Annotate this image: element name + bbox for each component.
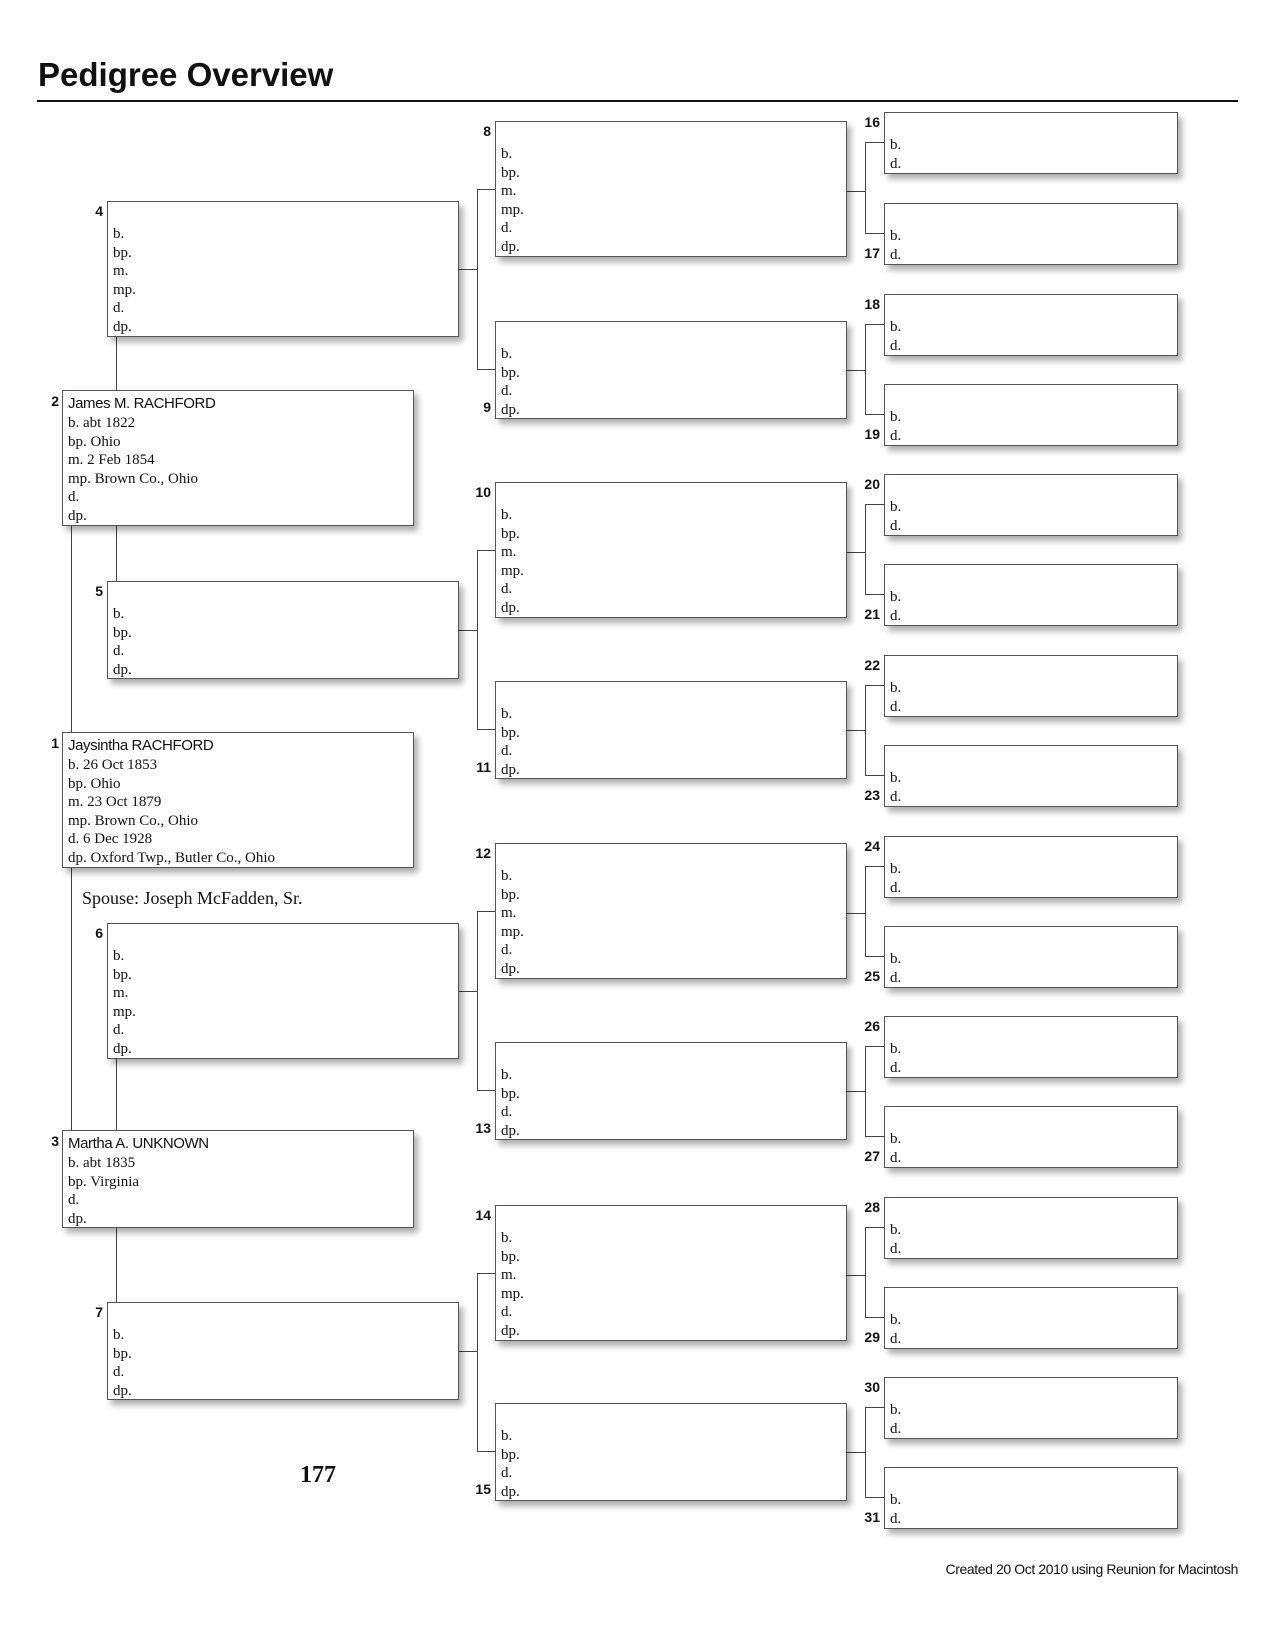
person-field: d. [890, 1330, 902, 1347]
person-field: b. [890, 137, 902, 153]
person-field: b. 26 Oct 1853 [68, 757, 158, 773]
person-box-9 [495, 321, 847, 419]
connector-line [865, 685, 866, 775]
person-field: d. [890, 1420, 902, 1437]
person-field: b. [890, 589, 902, 605]
connector-line [116, 1059, 117, 1130]
person-number: 5 [95, 583, 103, 599]
connector-line [847, 552, 865, 553]
person-box-16 [884, 112, 1178, 174]
connector-line [865, 594, 884, 595]
connector-line [865, 1407, 866, 1497]
person-field: bp. Ohio [68, 433, 121, 450]
person-field: b. abt 1822 [68, 415, 136, 431]
spouse-note: Spouse: Joseph McFadden, Sr. [82, 888, 303, 908]
person-field: b. [890, 409, 902, 425]
person-field: mp. [501, 1285, 524, 1302]
person-field: bp. [113, 1345, 132, 1362]
person-field: d. [113, 643, 125, 660]
connector-line [865, 866, 866, 956]
person-number: 7 [95, 1304, 103, 1320]
person-box-11 [495, 681, 847, 779]
person-field: d. [113, 1364, 125, 1381]
person-field: mp. [501, 562, 524, 579]
person-field: dp. [501, 761, 520, 778]
person-number: 1 [51, 735, 59, 751]
person-field: d. [113, 1022, 125, 1039]
connector-line [865, 414, 884, 415]
connector-line [865, 775, 884, 776]
person-field: d. [890, 879, 902, 896]
connector-line [477, 729, 495, 730]
person-box-10 [495, 482, 847, 618]
person-field: dp. [501, 960, 520, 977]
person-field: m. [501, 1267, 517, 1284]
person-field: d. [890, 1149, 902, 1166]
connector-line [459, 269, 477, 270]
person-field: bp. [501, 724, 520, 741]
connector-line [477, 1451, 495, 1452]
person-field: b. [890, 1041, 902, 1057]
page-title: Pedigree Overview [38, 56, 334, 93]
connector-line [477, 369, 495, 370]
person-number: 8 [483, 123, 491, 139]
person-number: 6 [95, 925, 103, 941]
person-box-23 [884, 745, 1178, 807]
person-field: b. [890, 1492, 902, 1508]
person-box-4 [107, 201, 459, 337]
person-box-28 [884, 1197, 1178, 1259]
person-field: b. [890, 680, 902, 696]
person-field: mp. [113, 1003, 136, 1020]
person-field: b. [113, 948, 125, 964]
person-field: mp. [501, 201, 524, 218]
connector-line [865, 1497, 884, 1498]
person-box-30 [884, 1377, 1178, 1439]
person-field: b. [113, 606, 125, 622]
person-number: 17 [864, 245, 880, 261]
connector-line [865, 142, 866, 233]
person-number: 22 [864, 657, 880, 673]
connector-line [865, 233, 884, 234]
connector-line [865, 866, 884, 867]
connector-line [865, 1046, 866, 1136]
person-field: b. [890, 228, 902, 244]
person-field: d. [501, 743, 513, 760]
person-box-24 [884, 836, 1178, 898]
connector-line [116, 1228, 117, 1302]
person-field: bp. Ohio [68, 775, 121, 792]
person-field: b. [501, 1428, 513, 1444]
connector-line [847, 370, 865, 371]
person-field: m. 2 Feb 1854 [68, 452, 155, 469]
person-field: m. 23 Oct 1879 [68, 794, 162, 811]
person-field: dp. [501, 401, 520, 418]
person-box-1 [62, 732, 414, 868]
connector-line [477, 189, 478, 369]
person-field: b. [501, 146, 513, 162]
person-field: bp. Virginia [68, 1173, 140, 1190]
person-field: dp. [113, 1382, 132, 1399]
person-box-6 [107, 923, 459, 1059]
person-number: 29 [864, 1329, 880, 1345]
person-number: 25 [864, 968, 880, 984]
connector-line [477, 189, 495, 190]
connector-line [847, 1275, 865, 1276]
person-number: 14 [475, 1207, 491, 1223]
person-field: d. [890, 427, 902, 444]
person-number: 24 [864, 838, 880, 854]
person-field: dp. [501, 1322, 520, 1339]
person-field: bp. [501, 164, 520, 181]
person-field: dp. [501, 599, 520, 616]
person-name: Jaysintha RACHFORD [68, 737, 214, 754]
person-field: m. [113, 985, 129, 1002]
person-number: 20 [864, 476, 880, 492]
connector-line [865, 1227, 884, 1228]
person-number: 16 [864, 114, 880, 130]
person-box-20 [884, 474, 1178, 536]
person-field: m. [113, 263, 129, 280]
person-number: 30 [864, 1379, 880, 1395]
person-field: d. [890, 607, 902, 624]
person-field: m. [501, 544, 517, 561]
person-field: b. [113, 226, 125, 242]
person-field: d. [890, 1059, 902, 1076]
person-field: mp. Brown Co., Ohio [68, 470, 199, 487]
connector-line [847, 730, 865, 731]
connector-line [847, 191, 865, 192]
person-field: d. [501, 220, 513, 237]
person-number: 12 [475, 845, 491, 861]
person-number: 23 [864, 787, 880, 803]
connector-line [865, 142, 884, 143]
connector-line [865, 1407, 884, 1408]
person-field: d. [501, 942, 513, 959]
person-field: d. [890, 698, 902, 715]
person-number: 27 [864, 1148, 880, 1164]
person-field: bp. [113, 624, 132, 641]
person-field: dp. [501, 1483, 520, 1500]
person-field: d. [501, 1304, 513, 1321]
person-field: b. [890, 319, 902, 335]
person-box-8 [495, 121, 847, 257]
person-box-29 [884, 1287, 1178, 1349]
person-field: d. [501, 383, 513, 400]
person-field: mp. [113, 281, 136, 298]
person-field: bp. [113, 966, 132, 983]
person-box-15 [495, 1403, 847, 1501]
person-number: 3 [51, 1133, 59, 1149]
person-field: m. [501, 905, 517, 922]
person-field: bp. [501, 1085, 520, 1102]
person-box-18 [884, 294, 1178, 356]
connector-line [477, 550, 495, 551]
connector-line [477, 911, 478, 1090]
connector-line [865, 504, 866, 594]
person-field: d. [68, 489, 80, 506]
person-field: mp. [501, 923, 524, 940]
page-number: 177 [300, 1462, 336, 1488]
person-number: 28 [864, 1199, 880, 1215]
person-box-31 [884, 1467, 1178, 1529]
person-name: Martha A. UNKNOWN [68, 1135, 209, 1152]
person-field: dp. [501, 1122, 520, 1139]
person-box-25 [884, 926, 1178, 988]
person-field: b. [501, 346, 513, 362]
person-box-17 [884, 203, 1178, 265]
connector-line [847, 913, 865, 914]
person-field: b. [501, 1230, 513, 1246]
person-field: d. [890, 246, 902, 263]
person-number: 4 [95, 203, 103, 219]
connector-line [459, 991, 477, 992]
person-field: bp. [501, 886, 520, 903]
connector-line [477, 911, 495, 912]
person-field: bp. [113, 244, 132, 261]
connector-line [865, 1227, 866, 1317]
connector-line [865, 324, 884, 325]
person-box-7 [107, 1302, 459, 1400]
person-field: b. [501, 507, 513, 523]
person-field: dp. [68, 1210, 87, 1227]
connector-line [865, 956, 884, 957]
person-field: b. [890, 1312, 902, 1328]
person-field: b. [501, 868, 513, 884]
connector-line [477, 550, 478, 729]
person-number: 31 [864, 1509, 880, 1525]
person-field: dp. [113, 661, 132, 678]
person-box-26 [884, 1016, 1178, 1078]
person-field: d. [890, 155, 902, 172]
person-box-22 [884, 655, 1178, 717]
connector-line [477, 1090, 495, 1091]
person-field: b. [890, 1402, 902, 1418]
person-field: b. [890, 770, 902, 786]
connector-line [459, 630, 477, 631]
connector-line [865, 324, 866, 414]
person-field: mp. Brown Co., Ohio [68, 812, 199, 829]
connector-line [116, 526, 117, 581]
connector-line [865, 1046, 884, 1047]
person-field: bp. [501, 364, 520, 381]
person-number: 21 [864, 606, 880, 622]
connector-line [847, 1452, 865, 1453]
person-field: d. [890, 788, 902, 805]
person-number: 11 [476, 759, 491, 775]
person-field: dp. Oxford Twp., Butler Co., Ohio [68, 849, 275, 866]
person-number: 15 [475, 1481, 491, 1497]
connector-line [865, 1317, 884, 1318]
person-field: dp. [113, 318, 132, 335]
person-field: b. [113, 1327, 125, 1343]
person-field: d. [501, 1104, 513, 1121]
connector-line [865, 1136, 884, 1137]
person-field: d. [501, 581, 513, 598]
person-number: 18 [864, 296, 880, 312]
person-box-12 [495, 843, 847, 979]
person-field: dp. [113, 1040, 132, 1057]
person-field: dp. [68, 507, 87, 524]
person-field: dp. [501, 238, 520, 255]
person-field: d. [890, 517, 902, 534]
person-field: b. [890, 1131, 902, 1147]
person-field: d. [113, 300, 125, 317]
person-number: 13 [475, 1120, 491, 1136]
connector-line [865, 504, 884, 505]
person-box-13 [495, 1042, 847, 1140]
person-field: bp. [501, 525, 520, 542]
connector-line [477, 1273, 478, 1451]
person-field: b. [890, 861, 902, 877]
person-number: 19 [864, 426, 880, 442]
connector-line [847, 1091, 865, 1092]
person-number: 26 [864, 1018, 880, 1034]
connector-line [865, 685, 884, 686]
person-box-27 [884, 1106, 1178, 1168]
person-box-2 [62, 390, 414, 526]
person-field: b. abt 1835 [68, 1155, 136, 1171]
footer-credit: Created 20 Oct 2010 using Reunion for Macintosh [945, 1561, 1238, 1577]
person-field: b. [890, 951, 902, 967]
person-field: b. [890, 499, 902, 515]
person-field: m. [501, 183, 517, 200]
person-field: b. [501, 706, 513, 722]
person-field: b. [890, 1222, 902, 1238]
connector-line [116, 337, 117, 390]
person-box-21 [884, 564, 1178, 626]
person-field: d. [890, 969, 902, 986]
person-number: 9 [483, 399, 491, 415]
person-field: d. 6 Dec 1928 [68, 831, 153, 848]
person-box-3 [62, 1130, 414, 1228]
connector-line [459, 1351, 477, 1352]
person-number: 10 [475, 484, 491, 500]
person-field: d. [68, 1192, 80, 1209]
person-box-14 [495, 1205, 847, 1341]
person-field: d. [890, 337, 902, 354]
person-field: d. [501, 1465, 513, 1482]
person-box-19 [884, 384, 1178, 446]
connector-line [477, 1273, 495, 1274]
title-rule [37, 100, 1238, 102]
person-field: d. [890, 1240, 902, 1257]
person-name: James M. RACHFORD [68, 395, 216, 412]
person-field: d. [890, 1510, 902, 1527]
person-field: b. [501, 1067, 513, 1083]
person-field: bp. [501, 1446, 520, 1463]
person-field: bp. [501, 1248, 520, 1265]
person-box-5 [107, 581, 459, 679]
person-number: 2 [51, 393, 59, 409]
